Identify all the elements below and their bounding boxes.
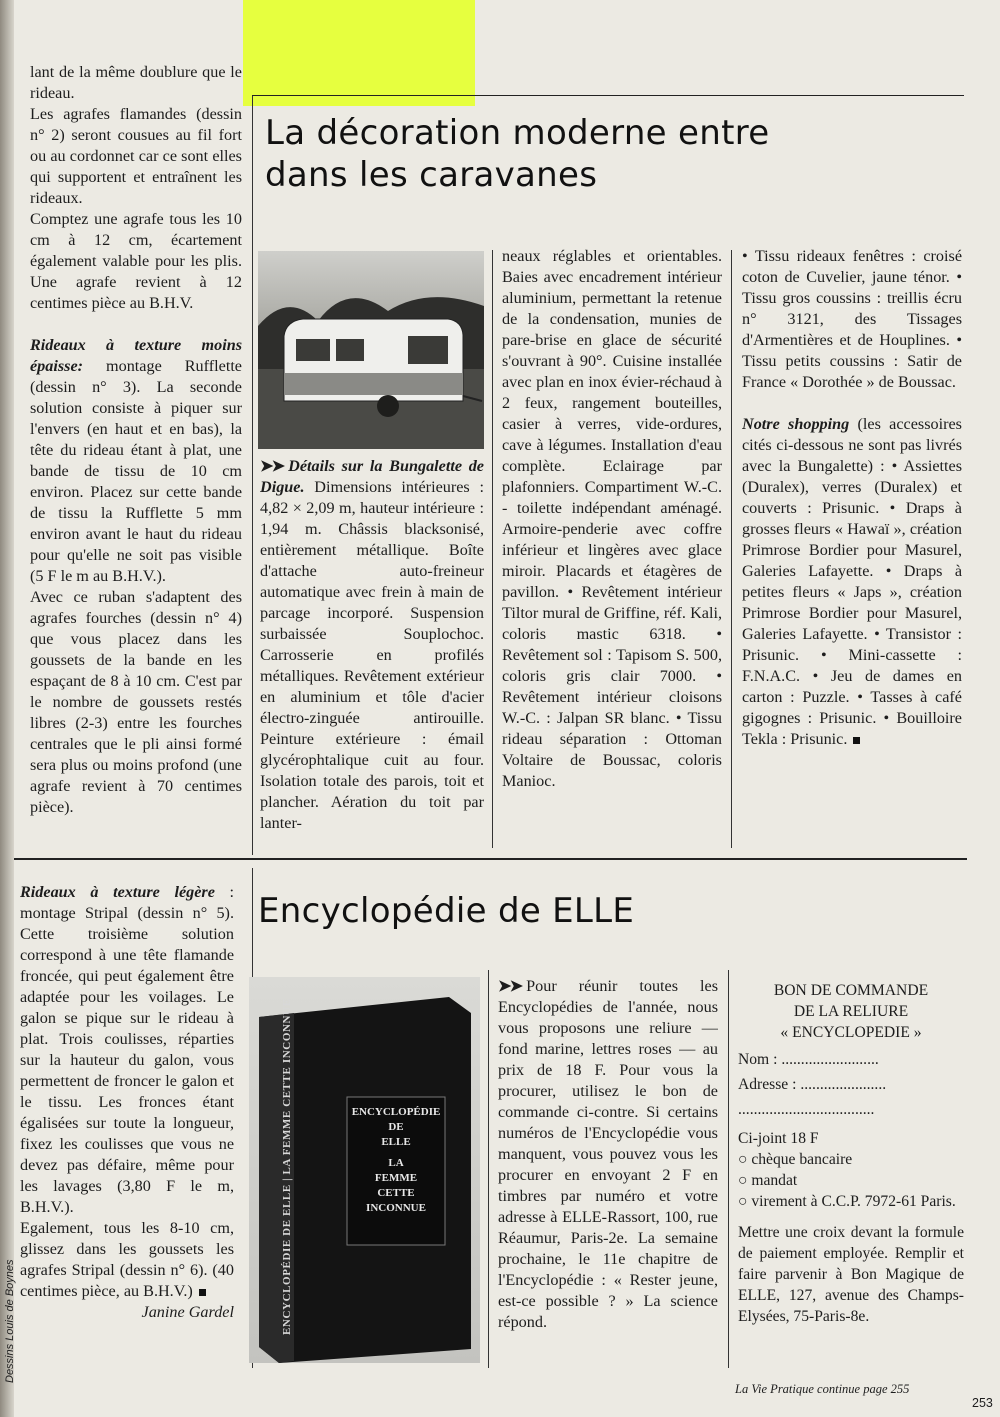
column-rule-4	[731, 250, 732, 848]
column-rule-5	[488, 970, 489, 1368]
shopping-paragraph	[742, 414, 962, 750]
column-shopping	[742, 246, 962, 854]
order-form-title-1: BON DE COMMANDE	[773, 982, 929, 999]
col1-subhead-legere: Rideaux à texture légère	[20, 883, 215, 901]
book-label-line-7: INCONNUE	[366, 1202, 426, 1214]
encyclopedie-paragraph	[498, 976, 718, 1333]
order-form-name-field[interactable]: Nom : .........................	[738, 1051, 879, 1068]
option-cheque-label: chèque bancaire	[751, 1151, 853, 1168]
col1-paragraph-7-text: Egalement, tous les 8-10 cm, glissez dans les goussets les agrafes Stripal (dessin n° 6). (40 centimes pièce, au B.H.V.)	[20, 1219, 234, 1300]
book-label-line-2: DE	[388, 1121, 404, 1133]
circle-checkbox-icon[interactable]: ○	[738, 1172, 752, 1189]
section-divider	[14, 858, 967, 860]
book-label-line-5: FEMME	[374, 1172, 418, 1184]
column-left-top	[30, 62, 242, 854]
top-rule	[252, 95, 964, 96]
caravan-details-paragraph	[260, 456, 484, 834]
headline-encyclopedie: Encyclopédie de ELLE	[258, 891, 635, 931]
book-cover-label	[349, 1105, 443, 1216]
end-mark	[853, 737, 860, 744]
order-form	[738, 980, 964, 1327]
order-form-title-3: « ENCYCLOPEDIE »	[780, 1024, 922, 1041]
col1-paragraph-6-body: : montage Stripal (dessin n° 5). Cette troisième solution correspond à une tête flamande froncée, qui peut également être adaptée pour les voilages. Le galon se pique sur le rideau à plat. Trois coulisses, réparties sur la hauteur du galon, vous permettent de froncer le galon et le tissu. Les fronces étant égalisées sur toute la longueur, fixez les coulisses que vous ne devez pas défaire, même pour les lavages (3,80 F le m, B.H.V.).	[20, 883, 234, 1216]
col1-paragraph-3: Comptez une agrafe tous les 10 cm à 12 cm, écartement également valable pour les plis. Une agrafe revient à 12 centimes pièce au B.H.V.	[30, 210, 242, 312]
book-spine-title: ENCYCLOPÉDIE DE ELLE | LA FEMME CETTE INCONNUE	[281, 998, 293, 1335]
caravan-details-lead: Détails sur la Bungalette de Digue.	[260, 457, 484, 496]
circle-checkbox-icon[interactable]: ○	[738, 1151, 752, 1168]
col1-paragraph-1: lant de la même doublure que le rideau.	[30, 63, 242, 102]
col1-paragraph-6	[20, 882, 234, 1218]
page-number: 253	[972, 1396, 993, 1410]
column-left-bottom	[20, 882, 234, 1372]
column-caravan-details	[260, 456, 484, 854]
book-label-line-3: ELLE	[381, 1136, 411, 1148]
page-binding-edge	[0, 0, 14, 1417]
circle-checkbox-icon[interactable]: ○	[738, 1193, 752, 1210]
caravan-illustration	[258, 251, 484, 449]
option-virement-label: virement à C.C.P. 7972-61 Paris.	[751, 1193, 956, 1210]
order-form-option-mandat[interactable]	[738, 1170, 964, 1191]
encyclopedie-body: Pour réunir toutes les Encyclopédies de l'année, nous vous proposons une reliure — fond marine, lettres roses — au prix de 18 F. Pour vous la procurer, utilisez le bon de commande ci-contre. Si certains numéros de l'Encyclopédie vous manquent, vous pouvez vous les procurer en envoyant 2 F en timbres par numéro et votre adresse à ELLE-Rassort, 100, rue Réaumur, Paris-2e. La semaine prochaine, le 11e chapitre de l'Encyclopédie : « Rester jeune, est-ce possible ? » La science répond.	[498, 977, 718, 1331]
option-mandat-label: mandat	[751, 1172, 798, 1189]
end-mark	[199, 1289, 206, 1296]
book-label-line-4: LA	[388, 1157, 404, 1169]
col1-paragraph-5: Avec ce ruban s'adaptent des agrafes fourches (dessin n° 4) que vous placez dans les goussets de la bande en les espaçant de 8 à 10 cm. C'est par le nombre de goussets restés libres (2-3) entre les fourches centrales que le pli ainsi formé sera plus ou moins profond (une agrafe revient à 70 centimes pièce).	[30, 588, 242, 816]
column-rule-6	[728, 970, 729, 1368]
order-form-option-cheque[interactable]	[738, 1149, 964, 1170]
col1-paragraph-2: Les agrafes flamandes (dessin n° 2) seront cousues au fil fort ou au cordonnet car ce sont elles qui supportent et entraînent les rideaux.	[30, 105, 242, 207]
author-signature: Janine Gardel	[141, 1303, 234, 1321]
column-encyclopedie	[498, 976, 718, 1376]
order-form-address-line-2[interactable]: ...................................	[738, 1101, 875, 1118]
shopping-body: (les accessoires cités ci-dessous ne sont pas livrés avec la Bungalette) : • Assiettes (Duralex), verres (Duralex) et couverts : Prisunic. • Draps à grosses fleurs « Hawaï », création Primrose Bordier pour Masurel, Galeries Lafayette. • Draps à petites fleurs « Japs », création Primrose Bordier pour Masurel, Galeries Lafayette. • Transistor : Prisunic. • Mini-cassette : F.N.A.C. • Jeu de dames en carton : Puzzle. • Tasses à café gigognes : Prisunic. • Bouilloire Tekla : Prisunic.	[742, 415, 962, 748]
arrow-bullet-icon: ➤➤	[260, 457, 284, 475]
caravan-details-body: Dimensions intérieures : 4,82 × 2,09 m, hauteur intérieure : 1,94 m. Châssis blacksonisé, entièrement métallique. Boîte d'attache auto-freineur automatique avec frein à main de parcage incorporé. Suspension surbaissée Souplochoc. Carrosserie en profilés métalliques. Revêtement extérieur en aluminium et tôle d'acier électro-zinguée antirouille. Peinture extérieure : émail glycérophtalique cuit au four. Isolation totale des parois, toit et plancher. Aération du toit par lanter-	[260, 478, 484, 832]
illustration-credit: Dessins Louis de Boynes	[4, 1259, 16, 1383]
headline-line-1: La décoration moderne entre	[265, 113, 770, 153]
arrow-bullet-icon: ➤➤	[498, 977, 522, 995]
encyclopedia-book-photo	[249, 977, 480, 1363]
book-label-line-1: ENCYCLOPÉDIE	[351, 1106, 441, 1118]
shopping-lead: Notre shopping	[742, 415, 850, 433]
col1-paragraph-4	[30, 335, 242, 587]
headline-line-2: dans les caravanes	[265, 155, 598, 195]
headline-caravanes	[265, 112, 769, 196]
column-rule-3	[492, 250, 493, 848]
col1-subhead-moins-epaisse: Rideaux à texture moins épaisse:	[30, 336, 242, 375]
col1-paragraph-7	[20, 1218, 234, 1302]
fabrics-paragraph: • Tissu rideaux fenêtres : croisé coton de Cuvelier, jaune ténor. • Tissu gros coussins : treillis écru n° 3121, des Tissages d'Armentières et de Houplines. • Tissu petits coussins : Satir de France « Dorothée » de Boussac.	[742, 247, 962, 391]
col1-paragraph-4-body: montage Rufflette (dessin n° 3). La seconde solution consiste à piquer sur l'envers (en haut et en bas), la tête du rideau étant à plat, une bande de tissu de 10 cm environ. Placez sur cette bande de tissu la Rufflette 5 mm environ avant le haut du rideau pour qu'elle ne soit pas visible (5 F le m au B.H.V.).	[30, 357, 242, 585]
caravan-equipment-paragraph: neaux réglables et orientables. Baies avec encadrement intérieur aluminium, permettant la retenue de la condensation, munies de pare-brise en glace de sécurité s'ouvrant à 90°. Cuisine installée avec plan en inox évier-réchaud à 2 feux, rangement bouteilles, casier à verres, vide-ordures, cave à légumes. Installation d'eau complète. Eclairage par plafonniers. Compartiment W.-C. - toilette indépendant aménagé. Armoire-penderie avec coffre inférieur et lingères avec glace miroir. Placards et étagères de pavillon. • Revêtement intérieur Tiltor mural de Griffine, réf. Kali, coloris mastic 6318. • Revêtement sol : Tapisom S. 500, coloris gris clair 7000. • Revêtement intérieur cloisons W.-C. : Jalpan SR blanc. • Tissu rideau séparation : Ottoman Voltaire de Boussac, coloris Manioc.	[502, 247, 722, 790]
column-rule-1	[252, 95, 253, 855]
column-caravan-equipment	[502, 246, 722, 854]
order-form-title-2: DE LA RELIURE	[793, 1003, 909, 1020]
book-label-line-6: CETTE	[377, 1187, 415, 1199]
continue-note: La Vie Pratique continue page 255	[735, 1382, 910, 1396]
caravan-photo	[258, 251, 484, 449]
yellow-sticky-note	[243, 0, 475, 106]
order-form-amount: Ci-joint 18 F	[738, 1130, 819, 1147]
order-form-instructions: Mettre une croix devant la formule de paiement employée. Remplir et faire parvenir à Bon Magique de ELLE, 127, avenue des Champs-Elysées, 75-Paris-8e.	[738, 1224, 964, 1325]
order-form-option-virement[interactable]	[738, 1191, 964, 1212]
order-form-address-field[interactable]: Adresse : ......................	[738, 1076, 887, 1093]
